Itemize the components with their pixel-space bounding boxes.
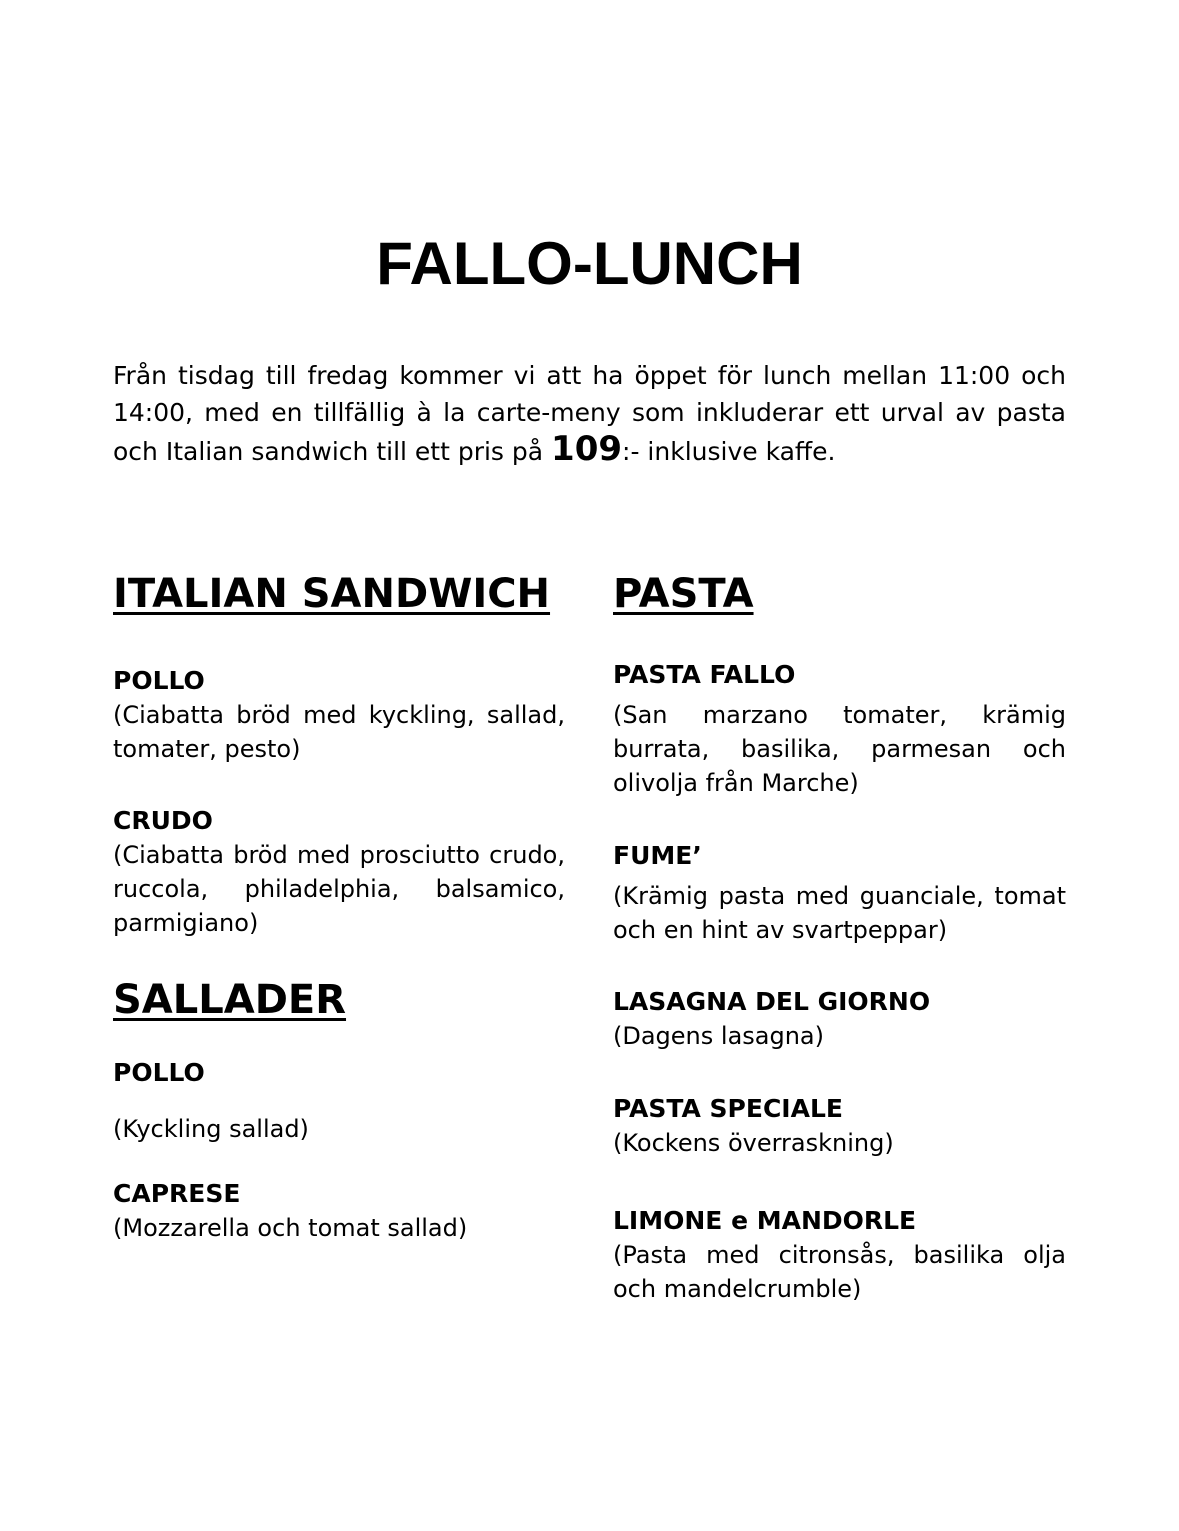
menu-item-sallad-caprese [113, 1177, 565, 1245]
item-description: (Kyckling sallad) [113, 1115, 309, 1143]
item-name: LIMONE e MANDORLE [613, 1206, 917, 1235]
item-description: (Pasta med citronsås, basilika olja och mandelcrumble) [613, 1241, 1066, 1303]
section-heading-pasta: PASTA [613, 571, 754, 617]
menu-item-pasta-speciale [613, 1092, 1066, 1160]
menu-item-fume [613, 839, 1066, 947]
item-description: (Mozzarella och tomat sallad) [113, 1214, 468, 1242]
item-name: POLLO [113, 666, 205, 695]
menu-item-lasagna [613, 985, 1066, 1053]
section-heading-sallader: SALLADER [113, 977, 347, 1023]
menu-item-limone-mandorle [613, 1204, 1066, 1306]
item-description: (Kockens överraskning) [613, 1129, 894, 1157]
item-description: (San marzano tomater, krämig burrata, basilika, parmesan och olivolja från Marche) [613, 701, 1066, 797]
menu-title: FALLO-LUNCH [376, 230, 803, 297]
menu-item-sallad-pollo [113, 1056, 565, 1146]
item-description: (Krämig pasta med guanciale, tomat och en hint av svartpeppar) [613, 882, 1066, 944]
item-name: PASTA SPECIALE [613, 1094, 843, 1123]
item-name: POLLO [113, 1058, 205, 1087]
item-name: PASTA FALLO [613, 660, 796, 689]
lunch-price: 109 [551, 429, 623, 469]
intro-paragraph [113, 357, 1066, 470]
item-description: (Ciabatta bröd med kyckling, sallad, tomater, pesto) [113, 701, 565, 763]
intro-text-end: :- inklusive kaffe. [622, 437, 836, 466]
item-name: CAPRESE [113, 1179, 241, 1208]
intro-text: Från tisdag till fredag kommer vi att ha öppet för lunch mellan 11:00 och 14:00, med en tillfällig à la carte-meny som inkluderar ett urval av pasta och Italian sandwich till ett pris på [113, 361, 1066, 466]
item-name: LASAGNA DEL GIORNO [613, 987, 931, 1016]
item-description: (Dagens lasagna) [613, 1022, 824, 1050]
menu-item-sandwich-crudo [113, 804, 565, 940]
menu-item-sandwich-pollo [113, 664, 565, 766]
item-description: (Ciabatta bröd med prosciutto crudo, ruccola, philadelphia, balsamico, parmigiano) [113, 841, 565, 937]
menu-item-pasta-fallo [613, 658, 1066, 800]
item-name: FUME’ [613, 841, 702, 870]
item-name: CRUDO [113, 806, 213, 835]
section-heading-sandwich: ITALIAN SANDWICH [113, 571, 551, 617]
